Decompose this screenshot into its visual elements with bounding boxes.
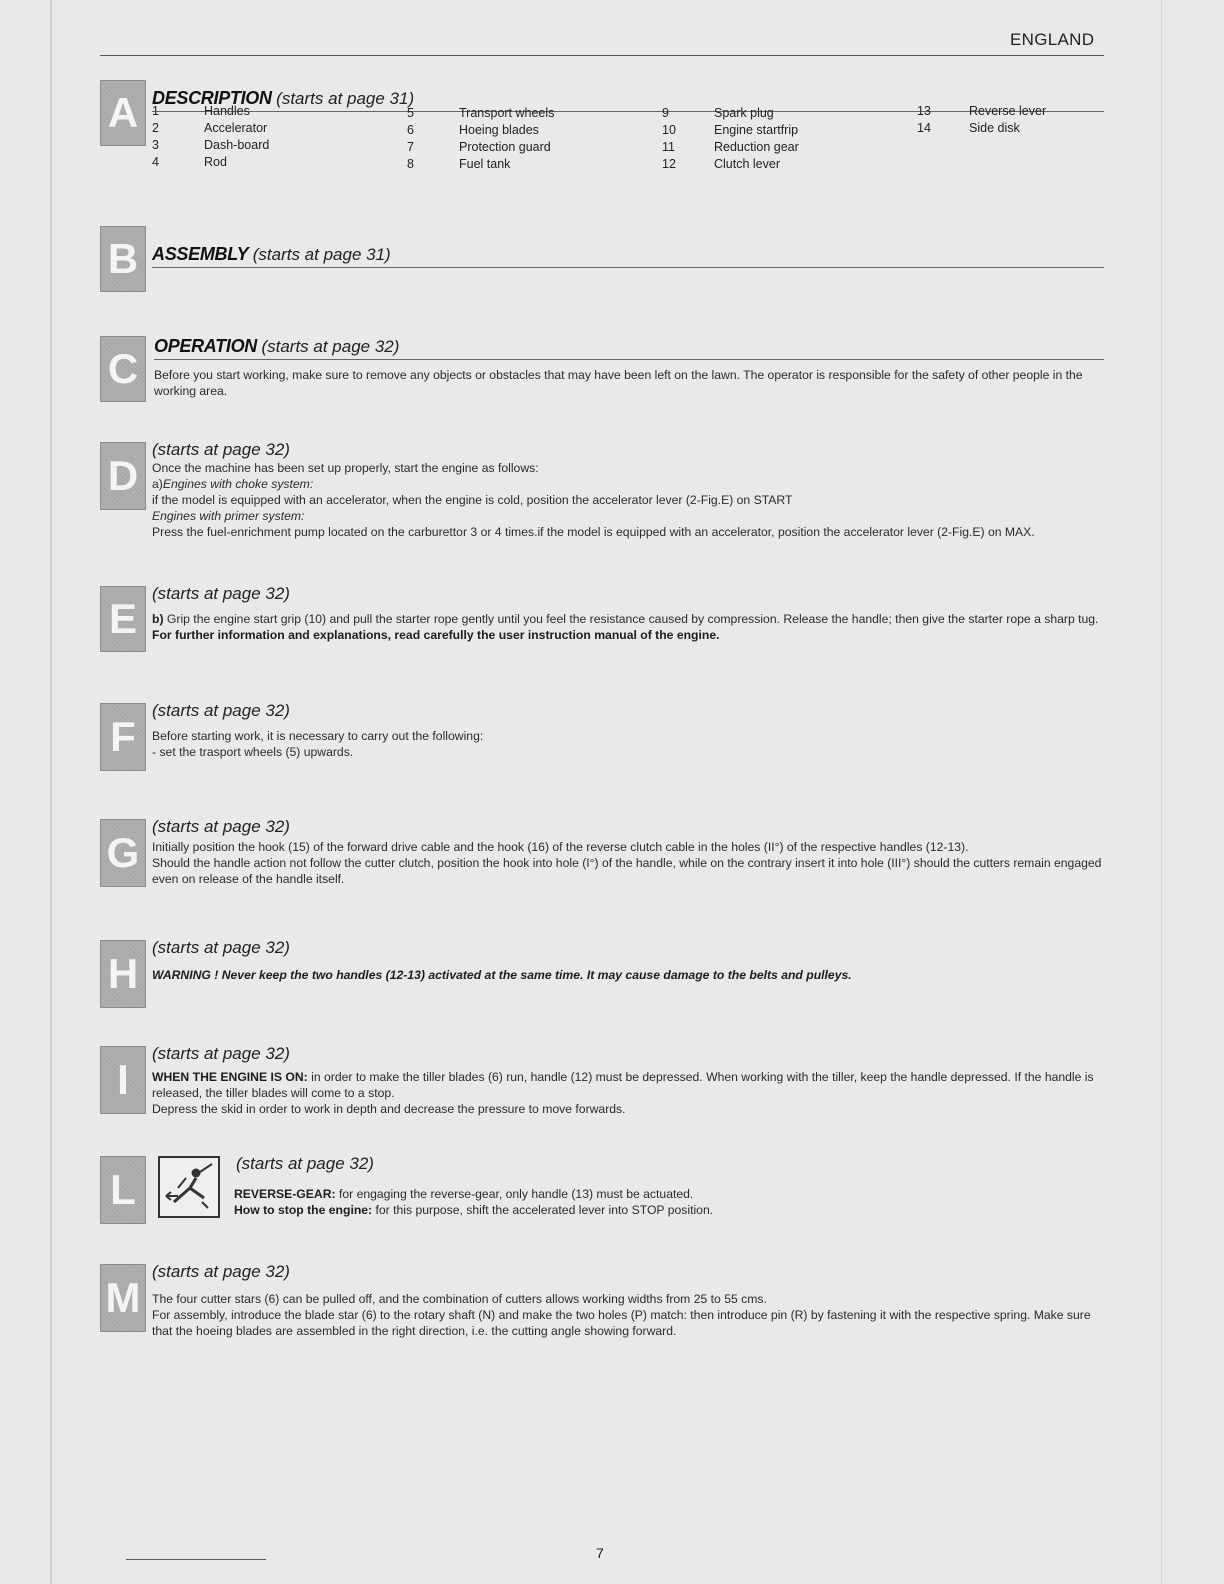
part-item: 12 Clutch lever bbox=[662, 157, 780, 171]
part-item: 13 Reverse lever bbox=[917, 104, 1047, 118]
section-ref: (starts at page 32) bbox=[261, 337, 400, 356]
section-badge: A bbox=[100, 80, 146, 146]
footer-link-line bbox=[126, 1559, 266, 1560]
section-heading bbox=[154, 336, 1104, 360]
section-title: DESCRIPTION bbox=[152, 88, 272, 108]
section-title: OPERATION bbox=[154, 336, 257, 356]
part-item: 4 Rod bbox=[152, 155, 227, 169]
part-item: 2 Accelerator bbox=[152, 121, 268, 135]
part-item: 3 Dash-board bbox=[152, 138, 270, 152]
part-item: 6 Hoeing blades bbox=[407, 123, 539, 137]
page-number: 7 bbox=[596, 1545, 604, 1561]
section-text: WARNING ! Never keep the two handles (12-13) activated at the same time. It may cause damage to the belts and pulleys. bbox=[152, 968, 852, 982]
section-ref: (starts at page 31) bbox=[276, 89, 415, 108]
section-badge: C bbox=[100, 336, 146, 402]
reverse-gear-icon bbox=[158, 1156, 220, 1218]
section-text: WHEN THE ENGINE IS ON: in order to make the tiller blades (6) run, handle (12) must be depressed. When working with the tiller, keep the handle depressed. If the handle is released, the tiller blades will come to a stop. Depress the skid in order to work in depth and decrease the pressure to move forwards. bbox=[152, 1070, 1094, 1116]
section-badge: H bbox=[100, 940, 146, 1008]
section-ref: (starts at page 31) bbox=[252, 245, 391, 264]
section-ref: (starts at page 32) bbox=[152, 1044, 290, 1063]
part-item: 10 Engine startfrip bbox=[662, 123, 799, 137]
page-edge bbox=[1161, 0, 1162, 1584]
page-edge bbox=[50, 0, 52, 1584]
section-badge: M bbox=[100, 1264, 146, 1332]
country-label: ENGLAND bbox=[1010, 30, 1095, 49]
section-text: Initially position the hook (15) of the forward drive cable and the hook (16) of the reverse clutch cable in the holes (II°) of the respective handles (12-13). Should the handle action not follow the cutter clutch, position the hook into hole (I°) of the handle, while on the contrary insert it into hole (III°) should the cutters remain engaged even on release of the handle itself. bbox=[152, 840, 1102, 886]
part-item: 14 Side disk bbox=[917, 121, 1020, 135]
section-badge: E bbox=[100, 586, 146, 652]
section-heading bbox=[152, 244, 1104, 268]
section-ref: (starts at page 32) bbox=[152, 701, 290, 720]
section-badge: D bbox=[100, 442, 146, 510]
section-ref: (starts at page 32) bbox=[152, 1262, 290, 1281]
parts-column bbox=[662, 105, 799, 173]
section-badge: L bbox=[100, 1156, 146, 1224]
section-badge: F bbox=[100, 703, 146, 771]
section-text: Before you start working, make sure to remove any objects or obstacles that may have been left on the lawn. The operator is responsible for the safety of other people in the working area. bbox=[154, 368, 1083, 398]
section-text: Once the machine has been set up properly, start the engine as follows: a)Engines with choke system: if the model is equipped with an accelerator, when the engine is cold, position the accelerator lever (2-Fig.E) on START Engines with primer system: Press the fuel-enrichment pump located on the carburettor 3 or 4 times.if the model is equipped with an accelerator, position the accelerator lever (2-Fig.E) on MAX. bbox=[152, 461, 1035, 539]
section-badge: G bbox=[100, 819, 146, 887]
section-ref: (starts at page 32) bbox=[236, 1154, 374, 1173]
part-item: 11 Reduction gear bbox=[662, 140, 799, 154]
section-badge: B bbox=[100, 226, 146, 292]
section-ref: (starts at page 32) bbox=[152, 584, 290, 603]
section-text: b) Grip the engine start grip (10) and pull the starter rope gently until you feel the resistance caused by compression. Release the handle; then give the starter rope a sharp tug. For further information and explanations, read carefully the user instruction manual of the engine. bbox=[152, 612, 1099, 642]
header-rule bbox=[100, 55, 1104, 56]
section-text: The four cutter stars (6) can be pulled off, and the combination of cutters allows working widths from 25 to 55 cms. For assembly, introduce the blade star (6) to the rotary shaft (N) and make the two holes (P) match: then introduce pin (R) by fastening it with the respective spring. Make sure that the hoeing blades are assembled in the right direction, i.e. the cutting angle showing forward. bbox=[152, 1292, 1091, 1338]
part-item: 7 Protection guard bbox=[407, 140, 551, 154]
parts-column bbox=[917, 103, 1046, 137]
section-ref: (starts at page 32) bbox=[152, 440, 290, 459]
part-item: 5 Transport wheels bbox=[407, 106, 555, 120]
parts-column bbox=[152, 103, 269, 171]
section-text: REVERSE-GEAR: for engaging the reverse-gear, only handle (13) must be actuated. How to stop the engine: for this purpose, shift the accelerated lever into STOP position. bbox=[234, 1187, 714, 1217]
section-title: ASSEMBLY bbox=[152, 244, 249, 264]
part-item: 9 Spark plug bbox=[662, 106, 774, 120]
parts-column bbox=[407, 105, 554, 173]
section-ref: (starts at page 32) bbox=[152, 817, 290, 836]
part-item: 1 Handles bbox=[152, 104, 250, 118]
section-badge: I bbox=[100, 1046, 146, 1114]
section-ref: (starts at page 32) bbox=[152, 938, 290, 957]
section-text: Before starting work, it is necessary to carry out the following: - set the trasport wheels (5) upwards. bbox=[152, 729, 484, 759]
part-item: 8 Fuel tank bbox=[407, 157, 511, 171]
